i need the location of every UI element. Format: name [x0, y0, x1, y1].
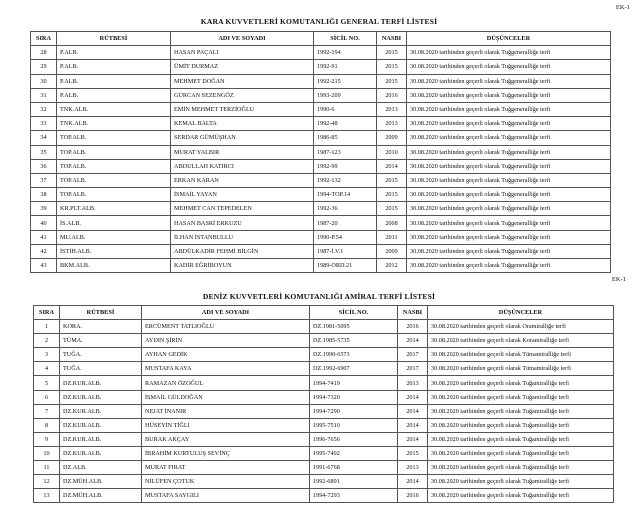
- table-row: [31, 230, 611, 244]
- sicil-no-cell: 1987-İ.V.1: [314, 244, 377, 258]
- dusunceler-cell: 30.08.2020 tarihinden geçerli olarak Tümamiralliğe terfi: [428, 362, 614, 376]
- sira-cell: 10: [34, 446, 60, 460]
- table-row: [34, 489, 614, 503]
- sicil-no-cell: 1987-20: [314, 216, 377, 230]
- table-row: [31, 102, 611, 116]
- rutbe-cell: TOP.ALB.: [57, 131, 171, 145]
- table-header-row: [34, 306, 614, 320]
- dusunceler-cell: 30.08.2020 tarihinden geçerli olarak Tuğgeneralliğe terfi: [407, 60, 611, 74]
- dusunceler-cell: 30.08.2020 tarihinden geçerli olarak Tuğgeneralliğe terfi: [407, 230, 611, 244]
- sicil-no-cell: 1992-36: [314, 202, 377, 216]
- col-header-adi-soyadi: ADI VE SOYADI: [142, 306, 310, 320]
- name-cell: ABDÜLKADİR FEHMİ BİLGİN: [171, 244, 314, 258]
- nasbi-cell: 2016: [398, 320, 428, 334]
- dusunceler-cell: 30.08.2020 tarihinden geçerli olarak Tuğamiralliğe terfi: [428, 432, 614, 446]
- nasbi-cell: 2015: [377, 74, 407, 88]
- name-cell: ERCÜMENT TATLIOĞLU: [142, 320, 310, 334]
- rutbe-cell: DZ.KUR.ALB.: [60, 432, 142, 446]
- sicil-no-cell: DZ.1981-5095: [310, 320, 398, 334]
- dusunceler-cell: 30.08.2020 tarihinden geçerli olarak Tuğgeneralliğe terfi: [407, 145, 611, 159]
- table-header-row: [31, 32, 611, 46]
- table-row: [31, 88, 611, 102]
- col-header-nasbi: NASBI: [398, 306, 428, 320]
- sicil-no-cell: 1989-ORD.21: [314, 259, 377, 273]
- table-row: [31, 60, 611, 74]
- dusunceler-cell: 30.08.2020 tarihinden geçerli olarak Tuğgeneralliğe terfi: [407, 74, 611, 88]
- nasbi-cell: 2013: [398, 376, 428, 390]
- name-cell: İSMAİL YAYAN: [171, 188, 314, 202]
- sira-cell: 6: [34, 390, 60, 404]
- sira-cell: 1: [34, 320, 60, 334]
- nasbi-cell: 2010: [377, 145, 407, 159]
- rutbe-cell: DZ.MÜH.ALB.: [60, 489, 142, 503]
- name-cell: MEHMET CAN TEPEDELEN: [171, 202, 314, 216]
- nasbi-cell: 2014: [398, 334, 428, 348]
- nasbi-cell: 2014: [377, 159, 407, 173]
- deniz-title: DENİZ KUVVETLERİ KOMUTANLIĞI AMİRAL TERFİ LİSTESİ: [202, 292, 436, 301]
- sicil-no-cell: 1992-132: [314, 173, 377, 187]
- kara-promotion-table: [30, 31, 611, 273]
- deniz-promotion-table: [33, 305, 614, 503]
- sicil-no-cell: 1992-6891: [310, 475, 398, 489]
- nasbi-cell: 2014: [398, 418, 428, 432]
- nasbi-cell: 2014: [398, 390, 428, 404]
- rutbe-cell: DZ.KUR.ALB.: [60, 446, 142, 460]
- table-row: [31, 259, 611, 273]
- name-cell: HASAN BASRİ ERKUZU: [171, 216, 314, 230]
- dusunceler-cell: 30.08.2020 tarihinden geçerli olarak Tuğamiralliğe terfi: [428, 475, 614, 489]
- name-cell: AYHAN GEDİK: [142, 348, 310, 362]
- sira-cell: 32: [31, 102, 57, 116]
- rutbe-cell: DZ.KUR.ALB.: [60, 390, 142, 404]
- sira-cell: 12: [34, 475, 60, 489]
- rutbe-cell: DZ.KUR.ALB.: [60, 376, 142, 390]
- sira-cell: 28: [31, 46, 57, 60]
- sira-cell: 30: [31, 74, 57, 88]
- table-row: [31, 159, 611, 173]
- table-row: [31, 216, 611, 230]
- dusunceler-cell: 30.08.2020 tarihinden geçerli olarak Tuğgeneralliğe terfi: [407, 259, 611, 273]
- sicil-no-cell: 1995-7492: [310, 446, 398, 460]
- col-header-nasbi: NASBI: [377, 32, 407, 46]
- dusunceler-cell: 30.08.2020 tarihinden geçerli olarak Koramiralliğe terfi: [428, 334, 614, 348]
- nasbi-cell: 2016: [377, 88, 407, 102]
- name-cell: ÜMİT DURMAZ: [171, 60, 314, 74]
- dusunceler-cell: 30.08.2020 tarihinden geçerli olarak Tuğamiralliğe terfi: [428, 418, 614, 432]
- sira-cell: 3: [34, 348, 60, 362]
- name-cell: HASAN PAÇALI: [171, 46, 314, 60]
- rutbe-cell: P.ALB.: [57, 46, 171, 60]
- name-cell: MUSTAFA SAYGILI: [142, 489, 310, 503]
- rutbe-cell: P.ALB.: [57, 88, 171, 102]
- rutbe-cell: TUĞA.: [60, 362, 142, 376]
- ek-label-bottom: EK-1: [611, 276, 626, 283]
- dusunceler-cell: 30.08.2020 tarihinden geçerli olarak Tuğamiralliğe terfi: [428, 489, 614, 503]
- name-cell: BURAK AKÇAY: [142, 432, 310, 446]
- col-header-dusunceler: DÜŞÜNCELER: [428, 306, 614, 320]
- nasbi-cell: 2015: [377, 173, 407, 187]
- sira-cell: 39: [31, 202, 57, 216]
- nasbi-cell: 2017: [398, 348, 428, 362]
- table-row: [31, 188, 611, 202]
- name-cell: İLHAN İSTANBULLU: [171, 230, 314, 244]
- table-row: [31, 145, 611, 159]
- sira-cell: 29: [31, 60, 57, 74]
- dusunceler-cell: 30.08.2020 tarihinden geçerli olarak Tuğgeneralliğe terfi: [407, 46, 611, 60]
- sicil-no-cell: 1994-7293: [310, 489, 398, 503]
- dusunceler-cell: 30.08.2020 tarihinden geçerli olarak Tuğgeneralliğe terfi: [407, 131, 611, 145]
- name-cell: KEMAL BALTA: [171, 117, 314, 131]
- sira-cell: 5: [34, 376, 60, 390]
- sicil-no-cell: DZ.1992-6907: [310, 362, 398, 376]
- nasbi-cell: 2015: [377, 202, 407, 216]
- name-cell: MURAT FIRAT: [142, 461, 310, 475]
- rutbe-cell: TNK.ALB.: [57, 117, 171, 131]
- rutbe-cell: P.ALB.: [57, 74, 171, 88]
- table-row: [34, 348, 614, 362]
- sira-cell: 13: [34, 489, 60, 503]
- rutbe-cell: TOP.ALB.: [57, 188, 171, 202]
- sicil-no-cell: 1987-123: [314, 145, 377, 159]
- rutbe-cell: KR.PLT.ALB.: [57, 202, 171, 216]
- nasbi-cell: 2014: [398, 404, 428, 418]
- table-row: [31, 244, 611, 258]
- dusunceler-cell: 30.08.2020 tarihinden geçerli olarak Tuğgeneralliğe terfi: [407, 202, 611, 216]
- dusunceler-cell: 30.08.2020 tarihinden geçerli olarak Tümamiralliğe terfi: [428, 348, 614, 362]
- name-cell: ERKAN KARAN: [171, 173, 314, 187]
- rutbe-cell: TOP.ALB.: [57, 173, 171, 187]
- name-cell: SERDAR GÜMÜŞHAN: [171, 131, 314, 145]
- rutbe-cell: TOP.ALB.: [57, 145, 171, 159]
- nasbi-cell: 2015: [398, 446, 428, 460]
- sira-cell: 41: [31, 230, 57, 244]
- sira-cell: 11: [34, 461, 60, 475]
- table-row: [34, 320, 614, 334]
- sira-cell: 43: [31, 259, 57, 273]
- rutbe-cell: DZ.ALB.: [60, 461, 142, 475]
- table-row: [34, 446, 614, 460]
- sicil-no-cell: 1990-6: [314, 102, 377, 116]
- sicil-no-cell: 1994-7320: [310, 390, 398, 404]
- name-cell: MEHMET DOĞAN: [171, 74, 314, 88]
- nasbi-cell: 2014: [398, 475, 428, 489]
- nasbi-cell: 2009: [377, 244, 407, 258]
- dusunceler-cell: 30.08.2020 tarihinden geçerli olarak Tuğgeneralliğe terfi: [407, 216, 611, 230]
- sira-cell: 40: [31, 216, 57, 230]
- rutbe-cell: P.ALB.: [57, 60, 171, 74]
- table-row: [31, 46, 611, 60]
- sicil-no-cell: 1994-7419: [310, 376, 398, 390]
- rutbe-cell: TNK.ALB.: [57, 102, 171, 116]
- sicil-no-cell: 1996-7656: [310, 432, 398, 446]
- table-row: [31, 74, 611, 88]
- sicil-no-cell: 1994-7290: [310, 404, 398, 418]
- table-row: [34, 376, 614, 390]
- nasbi-cell: 2015: [377, 60, 407, 74]
- nasbi-cell: 2012: [377, 259, 407, 273]
- name-cell: HÜSEYİN TİĞLI: [142, 418, 310, 432]
- name-cell: NEJAT İNANIR: [142, 404, 310, 418]
- sicil-no-cell: 1986-85: [314, 131, 377, 145]
- nasbi-cell: 2017: [398, 362, 428, 376]
- dusunceler-cell: 30.08.2020 tarihinden geçerli olarak Tuğamiralliğe terfi: [428, 461, 614, 475]
- rutbe-cell: TÜMA.: [60, 334, 142, 348]
- sicil-no-cell: 1990-P.54: [314, 230, 377, 244]
- col-header-rutbe: RÜTBESİ: [57, 32, 171, 46]
- sicil-no-cell: 1991-6768: [310, 461, 398, 475]
- sira-cell: 35: [31, 145, 57, 159]
- dusunceler-cell: 30.08.2020 tarihinden geçerli olarak Tuğgeneralliğe terfi: [407, 244, 611, 258]
- sicil-no-cell: 1992-99: [314, 159, 377, 173]
- dusunceler-cell: 30.08.2020 tarihinden geçerli olarak Tuğgeneralliğe terfi: [407, 102, 611, 116]
- col-header-rutbe: RÜTBESİ: [60, 306, 142, 320]
- sira-cell: 7: [34, 404, 60, 418]
- table-row: [34, 404, 614, 418]
- table-row: [31, 173, 611, 187]
- sicil-no-cell: 1992-91: [314, 60, 377, 74]
- sira-cell: 9: [34, 432, 60, 446]
- sicil-no-cell: 1995-7510: [310, 418, 398, 432]
- rutbe-cell: DZ.KUR.ALB.: [60, 418, 142, 432]
- sira-cell: 31: [31, 88, 57, 102]
- dusunceler-cell: 30.08.2020 tarihinden geçerli olarak Tuğamiralliğe terfi: [428, 376, 614, 390]
- sicil-no-cell: 1993-209: [314, 88, 377, 102]
- nasbi-cell: 2015: [377, 188, 407, 202]
- col-header-sira: SIRA: [31, 32, 57, 46]
- name-cell: EMİN MEHMET TERZİOĞLU: [171, 102, 314, 116]
- nasbi-cell: 2013: [398, 461, 428, 475]
- table-row: [31, 202, 611, 216]
- sicil-no-cell: 1992-48: [314, 117, 377, 131]
- sicil-no-cell: 1994-TOP.14: [314, 188, 377, 202]
- sicil-no-cell: DZ.1985-5735: [310, 334, 398, 348]
- nasbi-cell: 2013: [377, 117, 407, 131]
- rutbe-cell: MU.ALB.: [57, 230, 171, 244]
- nasbi-cell: 2014: [398, 432, 428, 446]
- rutbe-cell: TOP.ALB.: [57, 159, 171, 173]
- rutbe-cell: TUĞA.: [60, 348, 142, 362]
- table-row: [34, 418, 614, 432]
- nasbi-cell: 2008: [377, 216, 407, 230]
- dusunceler-cell: 30.08.2020 tarihinden geçerli olarak Tuğamiralliğe terfi: [428, 404, 614, 418]
- dusunceler-cell: 30.08.2020 tarihinden geçerli olarak Tuğgeneralliğe terfi: [407, 117, 611, 131]
- name-cell: AYDIN ŞİRİN: [142, 334, 310, 348]
- col-header-sicil-no: SİCİL NO.: [314, 32, 377, 46]
- dusunceler-cell: 30.08.2020 tarihinden geçerli olarak Tuğgeneralliğe terfi: [407, 159, 611, 173]
- rutbe-cell: BKM.ALB.: [57, 259, 171, 273]
- nasbi-cell: 2009: [377, 131, 407, 145]
- dusunceler-cell: 30.08.2020 tarihinden geçerli olarak Tuğgeneralliğe terfi: [407, 88, 611, 102]
- name-cell: KADİR EĞRİBOYUN: [171, 259, 314, 273]
- ek-label-top: EK-1: [615, 4, 630, 11]
- name-cell: GÜRCAN SEZENGÖZ: [171, 88, 314, 102]
- col-header-adi-soyadi: ADI VE SOYADI: [171, 32, 314, 46]
- table-row: [34, 432, 614, 446]
- col-header-sira: SIRA: [34, 306, 60, 320]
- col-header-dusunceler: DÜŞÜNCELER: [407, 32, 611, 46]
- nasbi-cell: 2013: [377, 102, 407, 116]
- sira-cell: 33: [31, 117, 57, 131]
- dusunceler-cell: 30.08.2020 tarihinden geçerli olarak Tuğgeneralliğe terfi: [407, 173, 611, 187]
- sira-cell: 42: [31, 244, 57, 258]
- sicil-no-cell: 1992-215: [314, 74, 377, 88]
- table-row: [34, 334, 614, 348]
- rutbe-cell: DZ.KUR.ALB.: [60, 404, 142, 418]
- name-cell: NİLÜFEN ÇOTUK: [142, 475, 310, 489]
- rutbe-cell: İSTİH.ALB.: [57, 244, 171, 258]
- nasbi-cell: 2015: [377, 46, 407, 60]
- sicil-no-cell: 1992-194: [314, 46, 377, 60]
- rutbe-cell: KORA.: [60, 320, 142, 334]
- dusunceler-cell: 30.08.2020 tarihinden geçerli olarak Tuğamiralliğe terfi: [428, 446, 614, 460]
- dusunceler-cell: 30.08.2020 tarihinden geçerli olarak Oramiralliğe terfi: [428, 320, 614, 334]
- sira-cell: 4: [34, 362, 60, 376]
- name-cell: İBRAHİM KURTULUŞ SEVİNÇ: [142, 446, 310, 460]
- name-cell: ABDULLAH KATIRCI: [171, 159, 314, 173]
- nasbi-cell: 2011: [377, 230, 407, 244]
- sicil-no-cell: DZ.1990-6573: [310, 348, 398, 362]
- table-row: [34, 475, 614, 489]
- sira-cell: 34: [31, 131, 57, 145]
- table-row: [34, 362, 614, 376]
- nasbi-cell: 2016: [398, 489, 428, 503]
- name-cell: MURAT YALBIR: [171, 145, 314, 159]
- rutbe-cell: DZ.MÜH.ALB.: [60, 475, 142, 489]
- name-cell: MUSTAFA KAYA: [142, 362, 310, 376]
- table-row: [31, 131, 611, 145]
- dusunceler-cell: 30.08.2020 tarihinden geçerli olarak Tuğamiralliğe terfi: [428, 390, 614, 404]
- sira-cell: 2: [34, 334, 60, 348]
- name-cell: İSMAİL GÜLDOĞAN: [142, 390, 310, 404]
- kara-title: KARA KUVVETLERİ KOMUTANLIĞI GENERAL TERFİ LİSTESİ: [200, 17, 438, 26]
- sira-cell: 36: [31, 159, 57, 173]
- rutbe-cell: İS.ALB.: [57, 216, 171, 230]
- table-row: [34, 461, 614, 475]
- table-row: [31, 117, 611, 131]
- sira-cell: 38: [31, 188, 57, 202]
- col-header-sicil-no: SİCİL NO.: [310, 306, 398, 320]
- sira-cell: 37: [31, 173, 57, 187]
- dusunceler-cell: 30.08.2020 tarihinden geçerli olarak Tuğgeneralliğe terfi: [407, 188, 611, 202]
- sira-cell: 8: [34, 418, 60, 432]
- table-row: [34, 390, 614, 404]
- name-cell: RAMAZAN ÖZOĞUL: [142, 376, 310, 390]
